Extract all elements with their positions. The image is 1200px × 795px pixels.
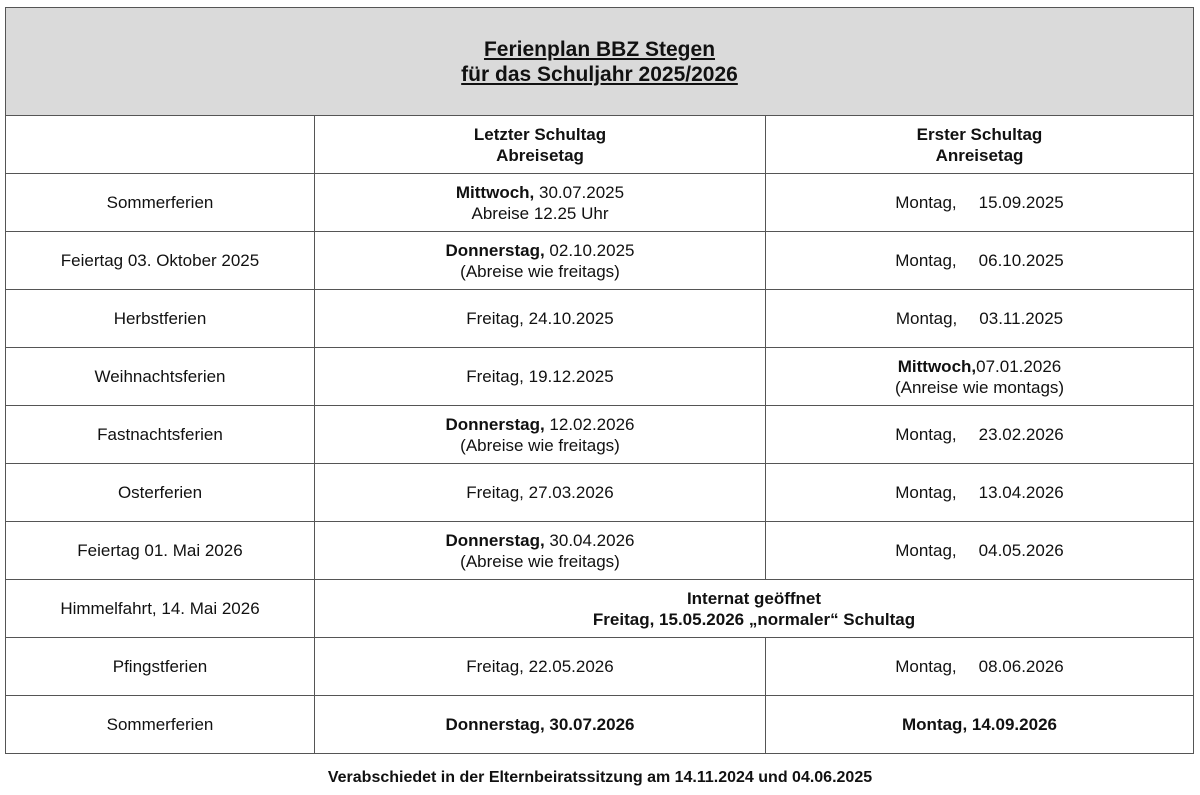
header-arrival-day-title: Anreisetag: [935, 145, 1024, 165]
holiday-name: Herbstferien: [6, 290, 315, 348]
last-school-day: [315, 406, 766, 464]
header-first-school-day-title: Erster Schultag: [916, 124, 1043, 144]
holiday-name: Weihnachtsferien: [6, 348, 315, 406]
weekday: Montag,: [895, 193, 957, 212]
table-row: [6, 464, 1194, 522]
first-school-day: [766, 290, 1194, 348]
internat-open-notice: [315, 580, 1194, 638]
first-school-day: [766, 522, 1194, 580]
date: 02.10.2025: [544, 240, 635, 260]
weekday: Montag,: [895, 657, 957, 676]
weekday: Donnerstag,: [445, 530, 545, 550]
last-school-day: Freitag, 27.03.2026: [315, 464, 766, 522]
holiday-name: Pfingstferien: [6, 638, 315, 696]
weekday: Mittwoch,: [897, 356, 977, 376]
header-departure-day-title: Abreisetag: [496, 145, 584, 165]
weekday: Donnerstag,: [445, 240, 545, 260]
departure-note: (Abreise wie freitags): [460, 261, 620, 281]
date: 08.06.2026: [978, 657, 1064, 676]
approval-footer: Verabschiedet in der Elternbeiratssitzung am 14.11.2024 und 04.06.2025: [327, 769, 873, 786]
date: 13.04.2026: [978, 483, 1064, 502]
holiday-name: Sommerferien: [6, 696, 315, 754]
holiday-plan-table: [5, 7, 1194, 754]
date: 07.01.2026: [976, 356, 1062, 376]
weekday: Donnerstag,: [445, 414, 545, 434]
date: 30.04.2026: [544, 530, 635, 550]
arrival-note: (Anreise wie montags): [894, 377, 1065, 397]
last-school-day: Freitag, 19.12.2025: [315, 348, 766, 406]
weekday: Mittwoch,: [455, 182, 535, 202]
last-school-day: Freitag, 22.05.2026: [315, 638, 766, 696]
header-first-school-day: [766, 116, 1194, 174]
weekday: Montag,: [895, 483, 957, 502]
holiday-name: Osterferien: [6, 464, 315, 522]
first-school-day: [766, 174, 1194, 232]
first-school-day: [766, 348, 1194, 406]
title-line-2: für das Schuljahr 2025/2026: [461, 62, 738, 86]
holiday-name: Feiertag 01. Mai 2026: [6, 522, 315, 580]
departure-note: (Abreise wie freitags): [460, 435, 620, 455]
notice-line-1: Internat geöffnet: [686, 588, 822, 608]
table-row: [6, 406, 1194, 464]
table-title: [6, 8, 1194, 116]
table-row: [6, 580, 1194, 638]
date: 04.05.2026: [978, 541, 1064, 560]
date: 06.10.2025: [978, 251, 1064, 270]
table-row: [6, 348, 1194, 406]
table-row: [6, 290, 1194, 348]
first-school-day: [766, 464, 1194, 522]
header-last-school-day: [315, 116, 766, 174]
departure-note: (Abreise wie freitags): [460, 551, 620, 571]
first-school-day: [766, 232, 1194, 290]
header-last-school-day-title: Letzter Schultag: [473, 124, 607, 144]
holiday-name: Sommerferien: [6, 174, 315, 232]
first-school-day: Montag, 14.09.2026: [766, 696, 1194, 754]
date: 30.07.2025: [534, 182, 625, 202]
header-empty-cell: [6, 116, 315, 174]
last-school-day: [315, 174, 766, 232]
date: 15.09.2025: [978, 193, 1064, 212]
weekday: Montag,: [895, 251, 957, 270]
last-school-day: [315, 232, 766, 290]
departure-note: Abreise 12.25 Uhr: [471, 203, 609, 223]
date: 23.02.2026: [978, 425, 1064, 444]
holiday-name: Himmelfahrt, 14. Mai 2026: [6, 580, 315, 638]
table-row: [6, 638, 1194, 696]
table-row: [6, 696, 1194, 754]
last-school-day: Donnerstag, 30.07.2026: [315, 696, 766, 754]
title-line-1: Ferienplan BBZ Stegen: [483, 37, 716, 61]
first-school-day: [766, 406, 1194, 464]
date: 03.11.2025: [979, 309, 1064, 328]
table-row: [6, 522, 1194, 580]
table-row: [6, 174, 1194, 232]
last-school-day: [315, 522, 766, 580]
holiday-name: Fastnachtsferien: [6, 406, 315, 464]
holiday-name: Feiertag 03. Oktober 2025: [6, 232, 315, 290]
table-row: [6, 232, 1194, 290]
date: 12.02.2026: [544, 414, 635, 434]
weekday: Montag,: [895, 425, 957, 444]
header-row: [6, 116, 1194, 174]
notice-line-2: Freitag, 15.05.2026 „normaler“ Schultag: [592, 609, 916, 629]
last-school-day: Freitag, 24.10.2025: [315, 290, 766, 348]
weekday: Montag,: [895, 541, 957, 560]
weekday: Montag,: [895, 309, 958, 328]
first-school-day: [766, 638, 1194, 696]
